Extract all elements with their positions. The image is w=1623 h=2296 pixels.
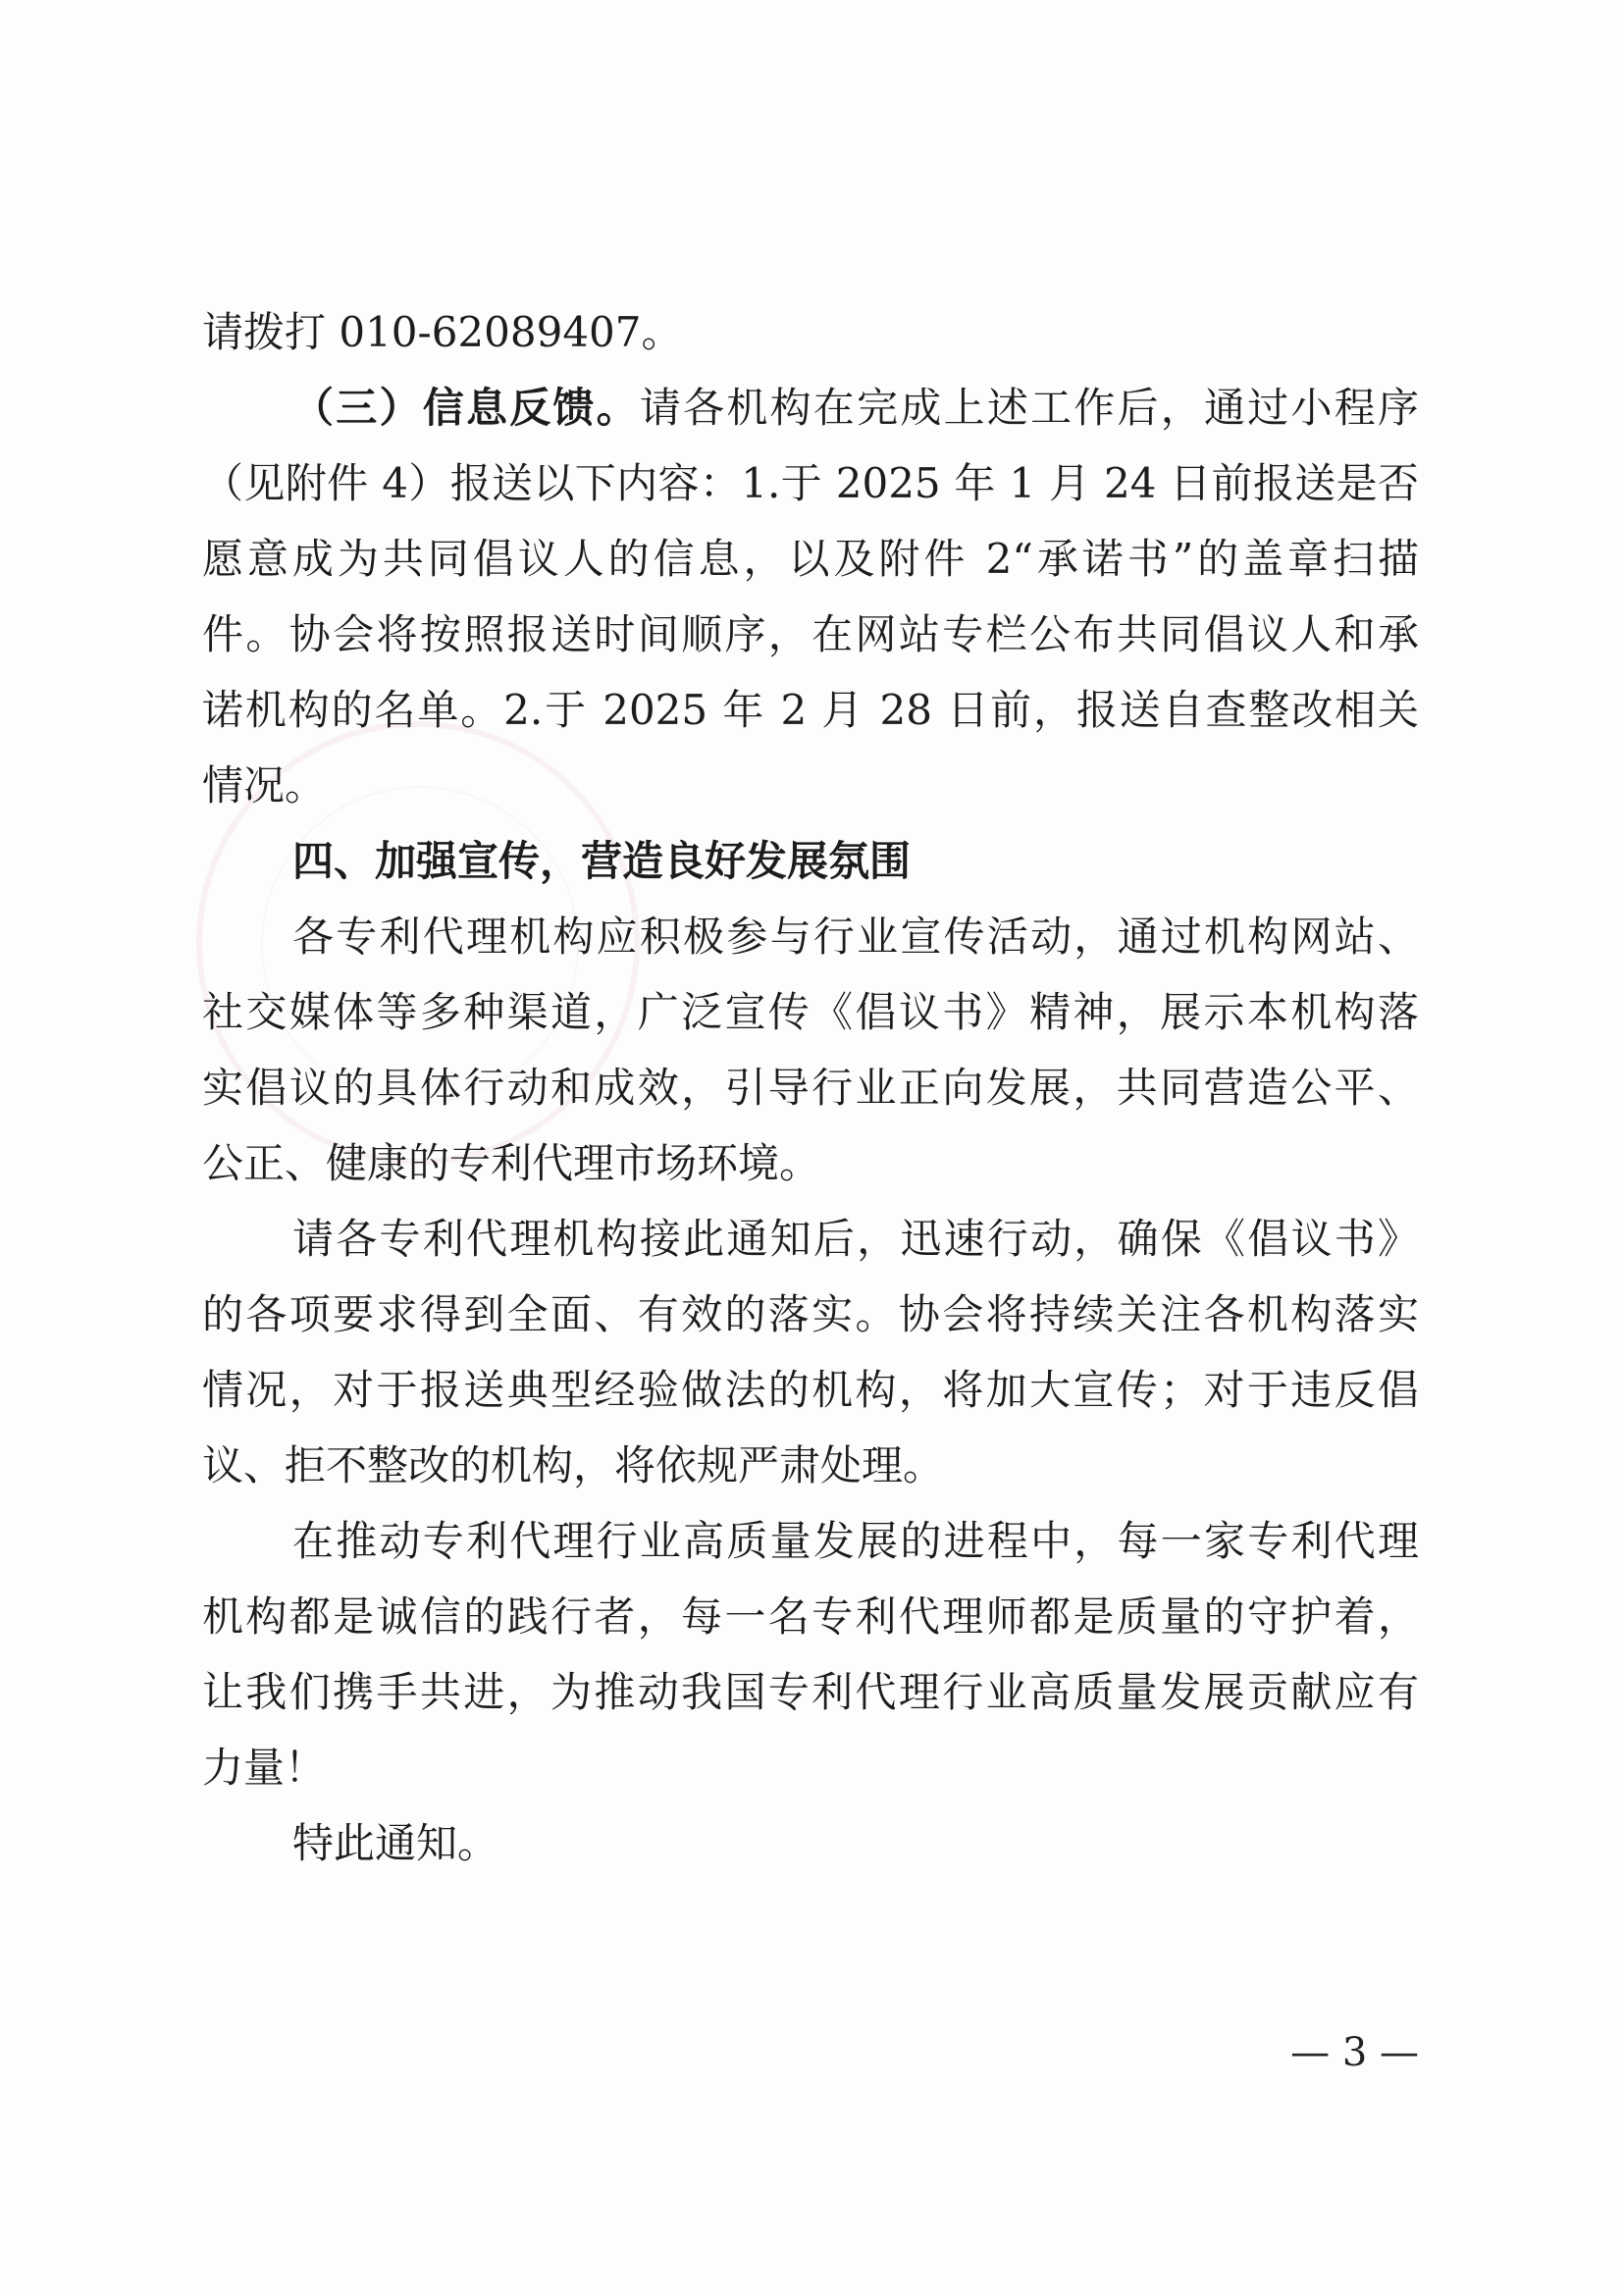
para5-line4: 力量！ [202, 1744, 327, 1792]
closing-line: 特此通知。 [292, 1819, 499, 1867]
para3-line4: 公正、健康的专利代理市场环境。 [202, 1139, 821, 1187]
page-number: — 3 — [1290, 2030, 1419, 2075]
para2-line1 [202, 370, 1419, 445]
para4-line3: 情况，对于报送典型经验做法的机构，将加大宣传；对于违反倡 [202, 1366, 1419, 1414]
document-body [202, 294, 1419, 1881]
para3-line2: 社交媒体等多种渠道，广泛宣传《倡议书》精神，展示本机构落 [202, 988, 1419, 1036]
para2-line2: （见附件 4）报送以下内容：1.于 2025 年 1 月 24 日前报送是否 [202, 459, 1419, 507]
para2-line6: 情况。 [202, 761, 327, 809]
para1-line1: 请拨打 010-62089407。 [202, 308, 683, 356]
para4-line2: 的各项要求得到全面、有效的落实。协会将持续关注各机构落实 [202, 1290, 1419, 1338]
section-label-info-feedback: （三）信息反馈。 [292, 384, 640, 432]
para4-line4: 议、拒不整改的机构，将依规严肃处理。 [202, 1441, 945, 1489]
para2-line1-text: 请各机构在完成上述工作后，通过小程序 [639, 384, 1419, 432]
para5-line1: 在推动专利代理行业高质量发展的进程中，每一家专利代理 [292, 1517, 1419, 1565]
para4-line1: 请各专利代理机构接此通知后，迅速行动，确保《倡议书》 [292, 1215, 1419, 1263]
para5-line3: 让我们携手共进，为推动我国专利代理行业高质量发展贡献应有 [202, 1668, 1419, 1716]
para3-line1: 各专利代理机构应积极参与行业宣传活动，通过机构网站、 [292, 913, 1419, 961]
para5-line2: 机构都是诚信的践行者，每一名专利代理师都是质量的守护着， [202, 1592, 1419, 1641]
para2-line5: 诺机构的名单。2.于 2025 年 2 月 28 日前，报送自查整改相关 [202, 686, 1419, 734]
section-heading-4: 四、加强宣传，营造良好发展氛围 [292, 837, 912, 885]
para2-line3: 愿意成为共同倡议人的信息，以及附件 2“承诺书”的盖章扫描 [202, 535, 1419, 583]
para3-line3: 实倡议的具体行动和成效，引导行业正向发展，共同营造公平、 [202, 1064, 1419, 1112]
para2-line4: 件。协会将按照报送时间顺序，在网站专栏公布共同倡议人和承 [202, 610, 1419, 658]
